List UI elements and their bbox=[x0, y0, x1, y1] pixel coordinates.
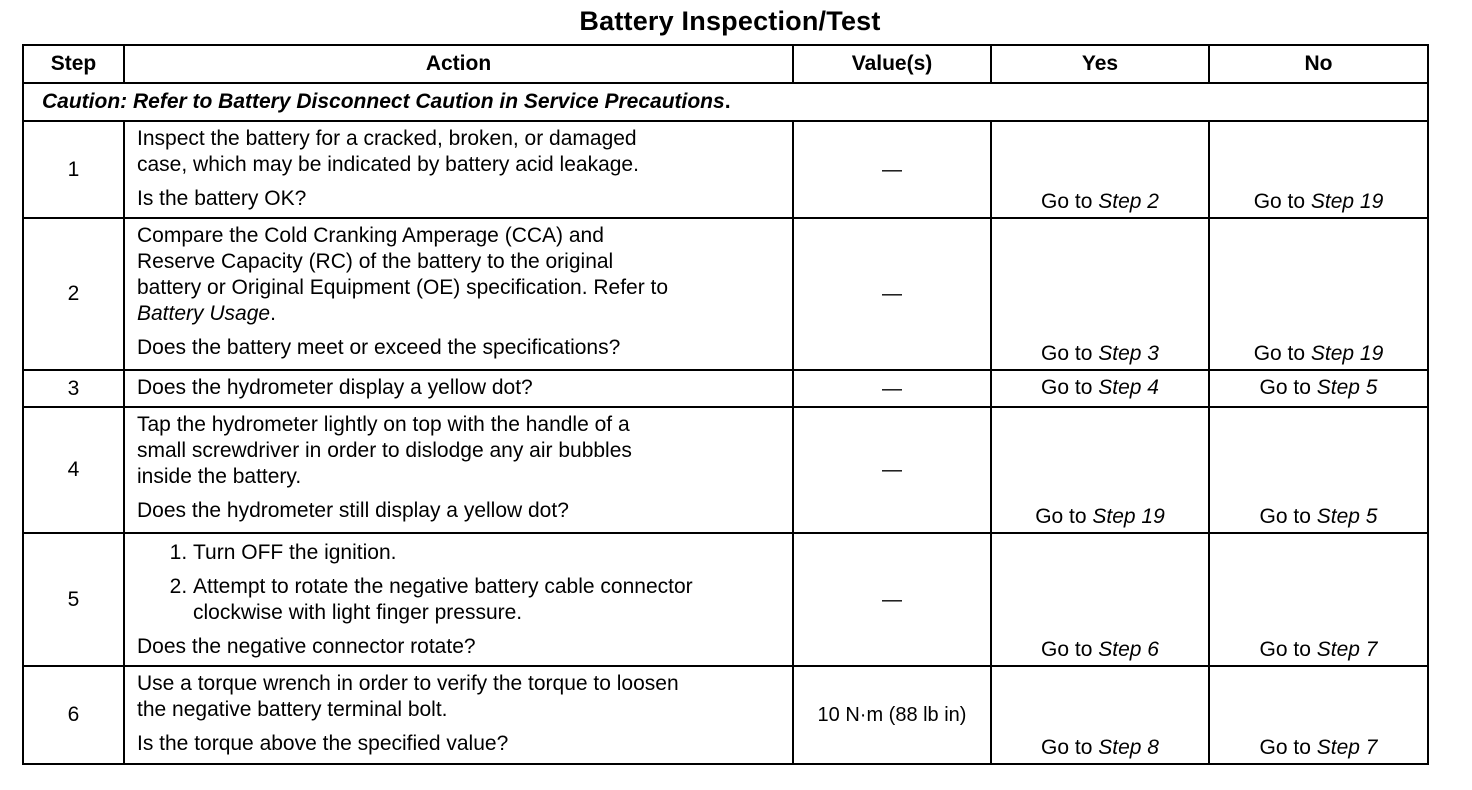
action-line: small screwdriver in order to dislodge any air bubbles bbox=[137, 439, 632, 462]
goto-step-link[interactable]: Step 5 bbox=[1316, 375, 1378, 399]
yes-cell bbox=[991, 121, 1209, 218]
action-line: Tap the hydrometer lightly on top with the handle of a bbox=[137, 413, 630, 436]
yes-cell bbox=[991, 533, 1209, 666]
no-cell bbox=[1209, 370, 1428, 407]
goto-step-link[interactable]: Step 2 bbox=[1098, 190, 1159, 213]
action-line: Use a torque wrench in order to verify the torque to loosen bbox=[137, 672, 679, 695]
yes-cell bbox=[991, 218, 1209, 370]
header-step: Step bbox=[23, 45, 124, 83]
table-row bbox=[23, 218, 1428, 370]
battery-usage-link[interactable]: Battery Usage bbox=[137, 302, 271, 325]
action-line: case, which may be indicated by battery acid leakage. bbox=[137, 153, 639, 176]
action-text bbox=[124, 407, 793, 533]
action-text bbox=[124, 121, 793, 218]
action-question: Does the hydrometer still display a yellow dot? bbox=[137, 499, 569, 522]
step-number: 3 bbox=[23, 370, 124, 407]
step-number: 2 bbox=[23, 218, 124, 370]
goto-step-link[interactable]: Step 7 bbox=[1316, 736, 1378, 759]
step-number: 4 bbox=[23, 407, 124, 533]
action-line: Reserve Capacity (RC) of the battery to the original bbox=[137, 250, 614, 273]
action-question: Is the battery OK? bbox=[137, 187, 307, 210]
value-cell: — bbox=[793, 370, 991, 407]
goto-step-link[interactable]: Step 7 bbox=[1316, 638, 1378, 661]
action-question: Does the negative connector rotate? bbox=[137, 635, 476, 658]
no-cell bbox=[1209, 407, 1428, 533]
goto-step-link[interactable]: Step 4 bbox=[1098, 375, 1159, 399]
yes-cell bbox=[991, 666, 1209, 764]
action-line: battery or Original Equipment (OE) specification. Refer to bbox=[137, 276, 669, 299]
list-item: 2. Attempt to rotate the negative battery cable connector clockwise with light finger pressure. bbox=[193, 574, 780, 626]
list-item: 1. Turn OFF the ignition. bbox=[193, 540, 780, 566]
header-row bbox=[23, 45, 1428, 83]
caution-row bbox=[23, 83, 1428, 121]
step-number: 6 bbox=[23, 666, 124, 764]
table-row bbox=[23, 121, 1428, 218]
action-ref-suffix: . bbox=[270, 302, 276, 325]
no-cell bbox=[1209, 121, 1428, 218]
goto-label: Go to bbox=[1041, 190, 1099, 213]
goto-step-link[interactable]: Step 8 bbox=[1098, 736, 1159, 759]
value-cell: — bbox=[793, 218, 991, 370]
goto-label: Go to bbox=[1259, 375, 1317, 399]
table-row bbox=[23, 533, 1428, 666]
goto-label: Go to bbox=[1041, 342, 1099, 365]
no-cell bbox=[1209, 218, 1428, 370]
goto-label: Go to bbox=[1259, 736, 1317, 759]
no-cell bbox=[1209, 666, 1428, 764]
header-no: No bbox=[1209, 45, 1428, 83]
goto-step-link[interactable]: Step 19 bbox=[1310, 190, 1384, 213]
caution-middle: in bbox=[493, 90, 524, 113]
value-cell: — bbox=[793, 407, 991, 533]
goto-label: Go to bbox=[1259, 505, 1317, 528]
goto-step-link[interactable]: Step 19 bbox=[1310, 342, 1384, 365]
action-question: Is the torque above the specified value? bbox=[137, 732, 509, 755]
action-steps-list bbox=[137, 540, 780, 626]
goto-label: Go to bbox=[1041, 375, 1099, 399]
action-question: Does the hydrometer display a yellow dot? bbox=[137, 375, 533, 399]
action-question: Does the battery meet or exceed the specifications? bbox=[137, 336, 621, 359]
action-line: Compare the Cold Cranking Amperage (CCA) and bbox=[137, 224, 604, 247]
goto-label: Go to bbox=[1041, 736, 1099, 759]
action-line: the negative battery terminal bolt. bbox=[137, 698, 448, 721]
goto-label: Go to bbox=[1041, 638, 1099, 661]
goto-label: Go to bbox=[1035, 505, 1093, 528]
goto-step-link[interactable]: Step 19 bbox=[1092, 505, 1165, 528]
header-action: Action bbox=[124, 45, 793, 83]
table-row bbox=[23, 370, 1428, 407]
header-values: Value(s) bbox=[793, 45, 991, 83]
caution-prefix: Caution: Refer to bbox=[42, 90, 219, 113]
table-row bbox=[23, 666, 1428, 764]
action-line bbox=[137, 301, 780, 327]
goto-label: Go to bbox=[1253, 190, 1311, 213]
caution-suffix: . bbox=[724, 90, 731, 113]
value-cell: — bbox=[793, 121, 991, 218]
page-title: Battery Inspection/Test bbox=[579, 6, 881, 36]
caution-note bbox=[23, 83, 1428, 121]
action-line: inside the battery. bbox=[137, 465, 302, 488]
goto-step-link[interactable]: Step 5 bbox=[1316, 505, 1378, 528]
action-text bbox=[124, 666, 793, 764]
battery-test-table bbox=[22, 44, 1429, 765]
caution-link-disconnect[interactable]: Battery Disconnect Caution bbox=[218, 90, 494, 113]
goto-step-link[interactable]: Step 3 bbox=[1098, 342, 1159, 365]
value-cell: 10 N·m (88 lb in) bbox=[793, 666, 991, 764]
header-yes: Yes bbox=[991, 45, 1209, 83]
goto-label: Go to bbox=[1253, 342, 1311, 365]
value-cell: — bbox=[793, 533, 991, 666]
action-text bbox=[124, 533, 793, 666]
action-text bbox=[124, 218, 793, 370]
action-text bbox=[124, 370, 793, 407]
step-number: 1 bbox=[23, 121, 124, 218]
caution-link-precautions[interactable]: Service Precautions bbox=[523, 90, 725, 113]
step-number: 5 bbox=[23, 533, 124, 666]
goto-label: Go to bbox=[1259, 638, 1317, 661]
action-line: Inspect the battery for a cracked, broken, or damaged bbox=[137, 127, 637, 150]
yes-cell bbox=[991, 370, 1209, 407]
yes-cell bbox=[991, 407, 1209, 533]
table-row bbox=[23, 407, 1428, 533]
no-cell bbox=[1209, 533, 1428, 666]
goto-step-link[interactable]: Step 6 bbox=[1098, 638, 1159, 661]
